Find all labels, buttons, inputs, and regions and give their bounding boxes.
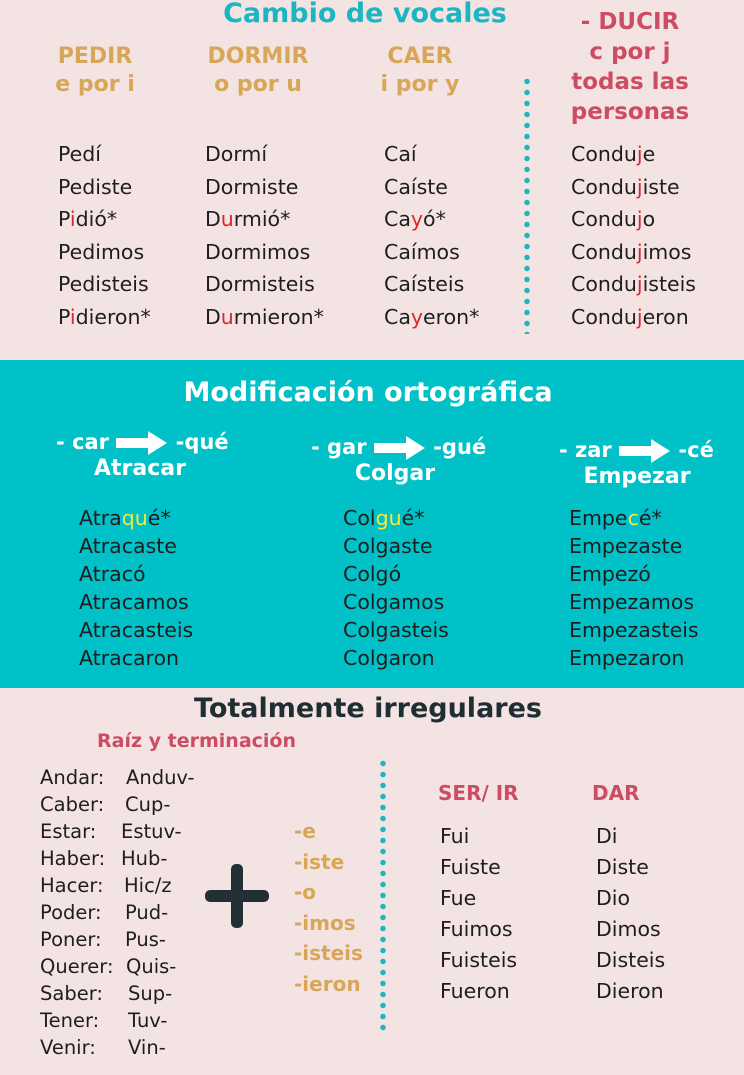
ser-ir-forms — [440, 821, 517, 1007]
conjugation-row: Atracamos — [79, 590, 189, 614]
conjugation-row: Pediste — [58, 174, 133, 199]
conjugation-row: Colgamos — [343, 590, 445, 614]
conjugation-row: Fuisteis — [440, 948, 518, 972]
conjugation-row: Fue — [440, 886, 477, 910]
ending: -imos — [294, 910, 356, 935]
arrow-right-icon — [116, 430, 168, 456]
infinitive: Poner: — [40, 928, 102, 951]
conjugation-row: Colgué* — [343, 506, 425, 530]
conjugation-row: Condujo — [571, 207, 656, 231]
infinitive: Poder: — [40, 901, 102, 924]
empezar-verb: Empezar — [583, 464, 691, 489]
conjugation-row: Durmieron* — [205, 304, 324, 329]
irregular-root: Quis- — [126, 955, 177, 978]
infinitive: Estar: — [40, 820, 97, 843]
arrow-right-icon — [374, 435, 426, 461]
zar-rule: - zar -cé — [559, 438, 714, 462]
empezar-forms — [569, 504, 699, 672]
conjugation-row: Atracasteis — [79, 618, 194, 642]
colgar-verb: Colgar — [354, 461, 436, 486]
conjugation-row: Condujeron — [571, 304, 689, 329]
caer-forms — [384, 138, 479, 333]
infinitive: Caber: — [40, 793, 105, 816]
conjugation-row: Atraqué* — [79, 506, 171, 530]
conjugation-row: Dormisteis — [205, 272, 315, 296]
conjugation-row: Caíste — [384, 174, 448, 199]
conjugation-row: Empezaron — [569, 646, 685, 670]
conjugation-row: Conduje — [571, 142, 656, 166]
conjugation-row: Fui — [440, 824, 470, 848]
ending: -isteis — [294, 941, 363, 965]
irregular-endings — [294, 816, 363, 999]
dormir-header — [198, 43, 318, 99]
arrow-right-icon — [619, 438, 671, 464]
ending: -o — [294, 880, 317, 904]
conjugation-row: Caísteis — [384, 272, 465, 296]
conjugation-row: Atracaste — [79, 534, 177, 558]
ducir-line: - DUCIR — [580, 9, 680, 35]
conjugation-row: Empecé* — [569, 506, 662, 530]
conjugation-row: Durmió* — [205, 207, 291, 231]
conjugation-row: Fueron — [440, 979, 510, 1003]
dotted-separator — [380, 758, 386, 1036]
conjugation-row: Caí — [384, 142, 417, 166]
conjugation-row: Dormiste — [205, 174, 299, 199]
pedir-verb: PEDIR — [57, 44, 133, 69]
conjugation-row: Empezamos — [569, 590, 695, 614]
conjugation-row: Cayeron* — [384, 304, 480, 329]
conjugation-row: Dieron — [596, 979, 664, 1003]
infinitive: Venir: — [40, 1036, 96, 1059]
conjugation-row: Pedimos — [58, 239, 145, 264]
irregular-root: Anduv- — [126, 766, 195, 789]
conjugation-row: Colgó — [343, 562, 402, 586]
irregular-infinitives — [40, 764, 114, 1061]
irregular-root: Pud- — [125, 901, 169, 924]
dar-header: DAR — [592, 781, 640, 805]
atracar-forms — [79, 504, 193, 672]
conjugation-row: Pedisteis — [58, 272, 149, 296]
irregular-root: Hub- — [121, 847, 168, 870]
conjugation-row: Di — [596, 824, 618, 848]
conjugation-row: Condujisteis — [571, 272, 696, 296]
pedir-forms — [58, 138, 151, 333]
conjugation-row: Diste — [596, 855, 649, 879]
spelling-change-title: Modificación ortográfica — [183, 377, 553, 408]
irregular-title: Totalmente irregulares — [194, 693, 542, 724]
conjugation-row: Pidieron* — [58, 304, 151, 329]
ser-ir-header: SER/ IR — [438, 781, 519, 805]
ducir-header — [556, 7, 704, 127]
ducir-line: personas — [570, 99, 690, 125]
dormir-rule: o por u — [214, 72, 302, 97]
pedir-rule: e por i — [55, 72, 135, 97]
plus-icon — [203, 862, 271, 930]
dormir-verb: DORMIR — [207, 44, 309, 69]
conjugation-row: Colgasteis — [343, 618, 449, 642]
dormir-forms — [205, 138, 324, 333]
irregular-subtitle: Raíz y terminación — [97, 730, 296, 752]
conjugation-row: Dio — [596, 886, 631, 910]
ducir-line: todas las — [571, 69, 689, 95]
infinitive: Andar: — [40, 766, 105, 789]
conjugation-row: Empezasteis — [569, 618, 699, 642]
car-rule: - car -qué — [56, 430, 229, 454]
irregular-root: Cup- — [125, 793, 171, 816]
infinitive: Haber: — [40, 847, 106, 870]
conjugation-row: Empezaste — [569, 534, 683, 558]
infinitive: Querer: — [40, 955, 114, 978]
vowel-change-title: Cambio de vocales — [223, 0, 507, 29]
conjugation-row: Dormí — [205, 142, 268, 166]
conjugation-row: Dormimos — [205, 239, 311, 264]
conjugation-row: Condujiste — [571, 174, 680, 199]
irregular-root: Pus- — [125, 928, 166, 951]
infinitive: Tener: — [40, 1009, 100, 1032]
caer-header — [370, 43, 470, 99]
conjugation-row: Cayó* — [384, 207, 446, 231]
colgar-forms — [343, 504, 449, 672]
atracar-verb: Atracar — [94, 456, 186, 481]
ducir-line: c por j — [589, 39, 671, 65]
infinitive: Hacer: — [40, 874, 104, 897]
ending: -ieron — [294, 971, 361, 996]
ducir-forms — [571, 138, 696, 333]
conjugation-row: Colgaste — [343, 534, 433, 558]
irregular-root: Estuv- — [121, 820, 182, 843]
irregular-root: Hic/z — [124, 874, 172, 897]
conjugation-row: Pidió* — [58, 207, 118, 231]
conjugation-row: Fuimos — [440, 917, 513, 941]
conjugation-row: Atracó — [79, 562, 146, 586]
ending: -e — [294, 819, 316, 843]
caer-verb: CAER — [387, 44, 453, 69]
conjugation-row: Empezó — [569, 562, 651, 586]
conjugation-row: Disteis — [596, 948, 666, 972]
irregular-root: Vin- — [128, 1036, 166, 1059]
conjugation-row: Condujimos — [571, 239, 692, 264]
conjugation-row: Colgaron — [343, 646, 435, 670]
dar-forms — [596, 821, 665, 1007]
conjugation-row: Pedí — [58, 142, 101, 166]
conjugation-row: Fuiste — [440, 855, 501, 879]
irregular-root: Tuv- — [128, 1009, 168, 1032]
caer-rule: i por y — [380, 72, 460, 97]
conjugation-row: Dimos — [596, 917, 661, 941]
infinitive: Saber: — [40, 982, 103, 1005]
ending: -iste — [294, 849, 345, 874]
conjugation-row: Caímos — [384, 239, 460, 264]
gar-rule: - gar -gué — [311, 435, 487, 459]
conjugation-row: Atracaron — [79, 646, 180, 670]
pedir-header — [45, 43, 145, 99]
irregular-root: Sup- — [128, 982, 173, 1005]
dotted-separator — [524, 76, 530, 334]
